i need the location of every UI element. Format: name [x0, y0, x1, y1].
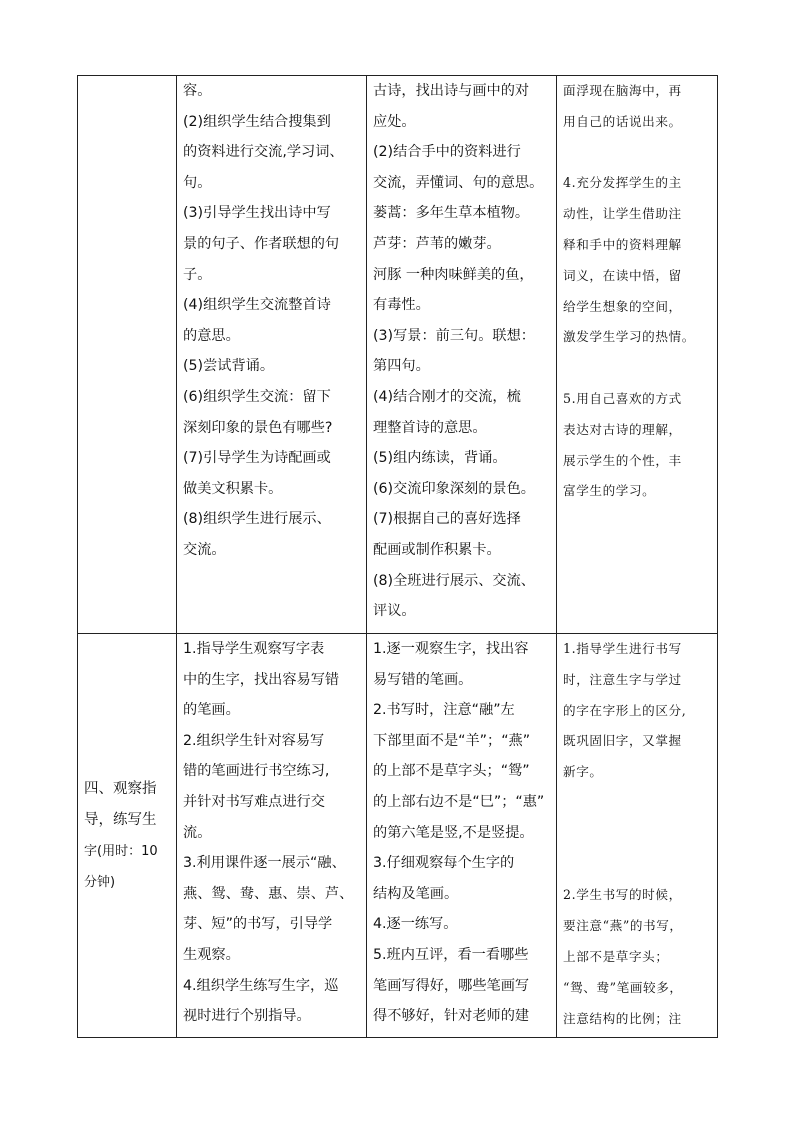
text-line: 面浮现在脑海中，再	[563, 83, 682, 98]
teacher-activity-text	[177, 76, 366, 566]
text-line: 流。	[183, 824, 212, 841]
text-line: 容。	[183, 83, 212, 99]
text-line: 句。	[183, 174, 212, 191]
text-line: 错的笔画进行书空练习,	[183, 763, 330, 780]
text-line: 5.班内互评，看一看哪些	[373, 946, 529, 963]
text-line: 4.组织学生练写生字，巡	[183, 977, 339, 994]
text-line: 做美文积累卡。	[183, 480, 283, 497]
text-line: 理整首诗的意思。	[373, 419, 487, 436]
design-note	[563, 168, 713, 353]
text-line: 的意思。	[183, 327, 240, 344]
design-intent-cell	[557, 634, 718, 1038]
text-line: 上部不是草字头；	[563, 948, 669, 964]
text-line: (8)组织学生进行展示、	[183, 511, 331, 528]
text-line: (2)结合手中的资料进行	[373, 144, 521, 161]
teacher-activity-text	[177, 634, 366, 1032]
text-line: 释和手中的资料理解	[563, 236, 682, 252]
design-note	[563, 634, 713, 788]
text-line: 时，注意生字与学过	[563, 671, 682, 687]
text-line: (4)组织学生交流整首诗	[183, 297, 331, 314]
text-line: 2.书写时，注意“融”左	[373, 702, 515, 719]
text-line: 导，练写生	[84, 811, 157, 828]
text-line: (5)尝试背诵。	[183, 358, 275, 375]
text-line: (2)组织学生结合搜集到	[183, 113, 331, 130]
stage-cell-empty	[78, 76, 177, 634]
text-line: (5)组内练读，背诵。	[373, 450, 507, 467]
text-line: 应处。	[373, 113, 416, 130]
text-line: “鸳、鸯”笔画较多，	[563, 979, 683, 995]
text-line: 易写错的笔画。	[373, 671, 473, 688]
text-line: 视时进行个别指导。	[183, 1008, 311, 1025]
text-line: 表达对古诗的理解，	[563, 421, 682, 437]
text-line: 结构及笔画。	[373, 885, 459, 902]
text-line: 深刻印象的景色有哪些?	[183, 419, 333, 436]
text-line: 评议。	[373, 603, 416, 620]
text-line: 下部里面不是“羊”；“燕”	[373, 732, 531, 749]
text-line: 四、观察指	[84, 780, 157, 797]
teacher-activity-cell	[177, 76, 367, 634]
text-line: (7)根据自己的喜好选择	[373, 511, 521, 528]
text-line: 4.充分发挥学生的主	[563, 175, 682, 191]
text-line: 5.用自己喜欢的方式	[563, 390, 682, 406]
text-line: (7)引导学生为诗配画或	[183, 450, 331, 467]
text-line: 交流，弄懂词、句的意思。	[373, 174, 544, 191]
text-line: 古诗，找出诗与画中的对	[373, 83, 530, 99]
design-note	[563, 880, 713, 1034]
text-line: 2.学生书写的时候，	[563, 887, 682, 903]
text-line: 1.逐一观察生字，找出容	[373, 641, 529, 657]
student-activity-text	[367, 634, 556, 1032]
text-line: (3)写景：前三句。联想：	[373, 327, 535, 344]
stage-cell	[78, 634, 177, 1038]
text-line: 1.指导学生进行书写	[563, 641, 682, 656]
design-intent-cell	[557, 76, 718, 634]
text-line: (8)全班进行展示、交流、	[373, 572, 535, 589]
lesson-plan-table	[77, 75, 718, 1038]
text-line: 生观察。	[183, 946, 240, 963]
text-line: (3)引导学生找出诗中写	[183, 205, 331, 222]
text-line: 字(用时：10	[84, 843, 158, 859]
text-line: 芽、短”的书写，引导学	[183, 916, 333, 933]
text-line: 并针对书写难点进行交	[183, 793, 325, 810]
text-line: 的笔画。	[183, 702, 240, 719]
text-line: 3.利用课件逐一展示“融、	[183, 855, 346, 872]
text-line: 河豚 一种肉味鲜美的鱼，	[373, 266, 534, 283]
text-line: 交流。	[183, 541, 226, 558]
text-line: 1.指导学生观察写字表	[183, 641, 325, 657]
text-line: 既巩固旧字，又掌握	[563, 733, 682, 749]
student-activity-cell	[367, 76, 557, 634]
text-line: 燕、鸳、鸯、惠、崇、芦、	[183, 885, 354, 902]
text-line: 的第六笔是竖,不是竖提。	[373, 824, 534, 841]
text-line: 的字在字形上的区分,	[563, 702, 687, 718]
text-line: 的资料进行交流,学习词、	[183, 144, 344, 161]
text-line: 的上部不是草字头；“鸳”	[373, 763, 530, 780]
text-line: 用自己的话说出来。	[563, 113, 682, 129]
text-line: (6)组织学生交流：留下	[183, 388, 331, 405]
text-line: 中的生字，找出容易写错	[183, 671, 340, 688]
text-line: 的上部右边不是“巳”；“惠”	[373, 793, 545, 810]
text-line: 富学生的学习。	[563, 483, 656, 499]
text-line: 配画或制作积累卡。	[373, 541, 501, 558]
student-activity-text	[367, 76, 556, 627]
teacher-activity-cell	[177, 634, 367, 1038]
design-note	[563, 76, 713, 138]
table-row	[78, 634, 718, 1038]
text-line: 展示学生的个性，丰	[563, 452, 682, 468]
text-line: 要注意“燕”的书写，	[563, 918, 683, 934]
stage-title	[78, 774, 176, 898]
text-line: 新字。	[563, 764, 603, 780]
text-line: 芦芽：芦苇的嫩芽。	[373, 235, 501, 252]
text-line: 4.逐一练写。	[373, 916, 458, 933]
text-line: (4)结合刚才的交流，梳	[373, 388, 521, 405]
student-activity-cell	[367, 634, 557, 1038]
text-line: 子。	[183, 266, 212, 283]
text-line: (6)交流印象深刻的景色。	[373, 480, 535, 497]
table-row	[78, 76, 718, 634]
text-line: 有毒性。	[373, 297, 430, 314]
text-line: 第四句。	[373, 358, 430, 375]
text-line: 3.仔细观察每个生字的	[373, 855, 515, 872]
text-line: 词义，在读中悟，留	[563, 267, 682, 283]
text-line: 激发学生学习的热情。	[563, 329, 695, 345]
text-line: 注意结构的比例；注	[563, 1010, 682, 1026]
design-note	[563, 384, 713, 507]
text-line: 给学生想象的空间，	[563, 298, 682, 314]
text-line: 得不够好，针对老师的建	[373, 1008, 530, 1025]
text-line: 动性，让学生借助注	[563, 206, 682, 222]
text-line: 笔画写得好，哪些笔画写	[373, 977, 530, 994]
text-line: 蒌蒿：多年生草本植物。	[373, 205, 530, 222]
text-line: 分钟)	[84, 874, 116, 890]
text-line: 景的句子、作者联想的句	[183, 235, 340, 252]
text-line: 2.组织学生针对容易写	[183, 732, 325, 749]
